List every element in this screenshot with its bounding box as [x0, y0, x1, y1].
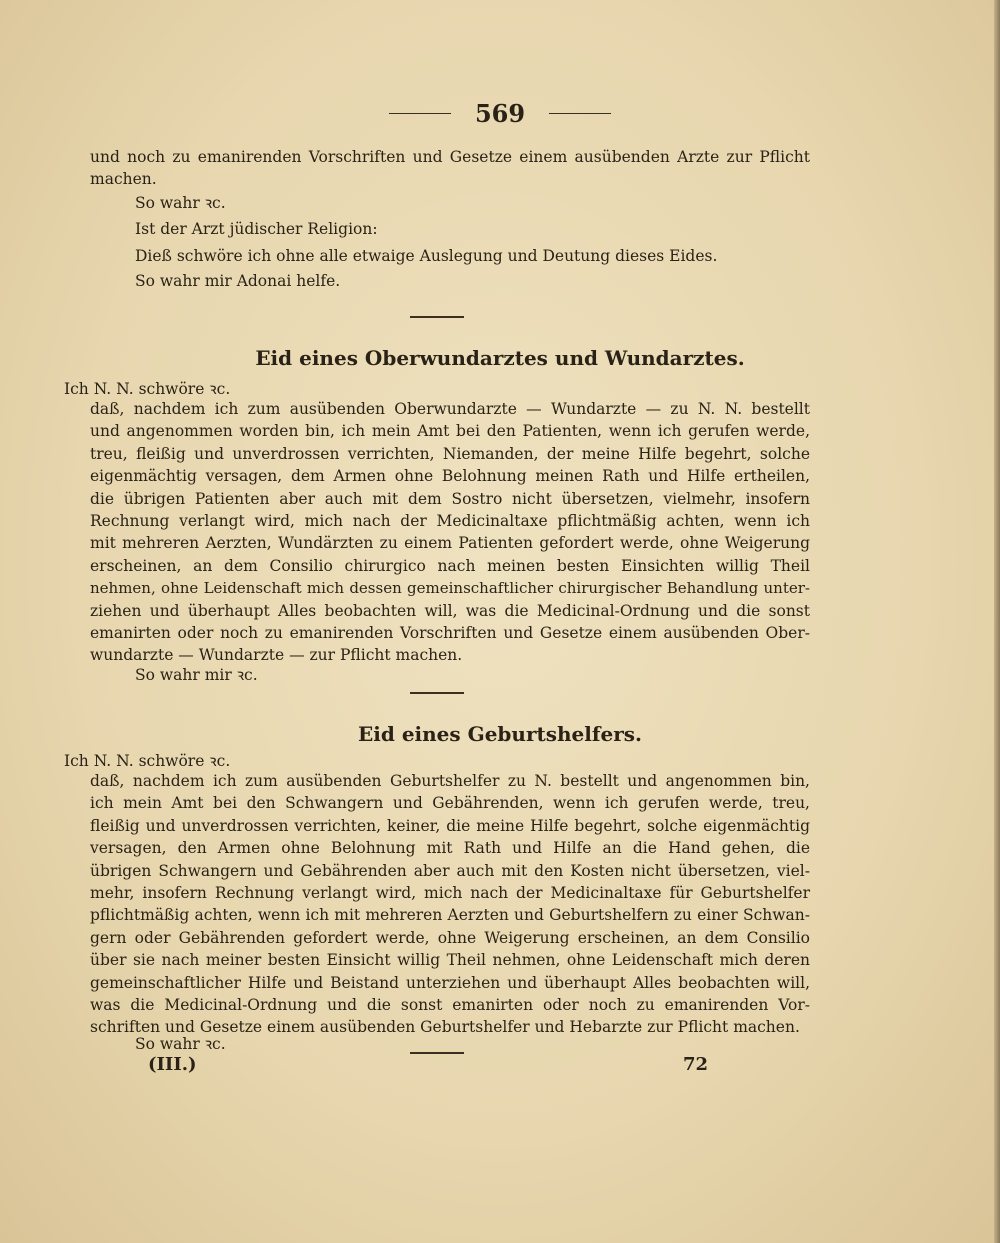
page-header — [300, 96, 700, 130]
text-line: über sie nach meiner besten Einsicht willig Theil nehmen, ohne Leidenschaft mich deren — [90, 951, 810, 970]
text-line: die übrigen Patienten aber auch mit dem Sostro nicht übersetzen, vielmehr, insofern — [90, 489, 810, 508]
oath-body-geburtshelfer — [90, 770, 810, 1039]
text-line: Rechnung verlangt wird, mich nach der Medicinaltaxe pflichtmäßig achten, wenn ich — [90, 512, 810, 531]
text-line: erscheinen, an dem Consilio chirurgico nach meinen besten Einsichten willig Theil — [90, 556, 810, 575]
so-wahr-line: So wahr ꝛc. — [135, 194, 226, 212]
page-number: 569 — [474, 98, 526, 128]
text-line: übrigen Schwangern und Gebährenden aber auch mit den Kosten nicht übersetzen, viel- — [90, 861, 810, 880]
section-separator — [410, 316, 464, 318]
intro-paragraph — [90, 146, 810, 191]
so-wahr-line: So wahr mir ꝛc. — [135, 666, 258, 684]
oath-body-oberwundarzt — [90, 398, 810, 667]
page-edge-shadow — [994, 0, 1000, 1243]
jewish-oath-closing: So wahr mir Adonai helfe. — [135, 272, 341, 290]
jewish-religion-heading: Ist der Arzt jüdischer Religion: — [135, 220, 378, 238]
sheet-number: 72 — [682, 1054, 708, 1075]
text-line: und angenommen worden bin, ich mein Amt bei den Patienten, wenn ich gerufen werde, — [90, 422, 810, 441]
text-line: mehr, insofern Rechnung verlangt wird, mich nach der Medicinaltaxe für Geburtshelfer — [90, 884, 810, 903]
so-wahr-line: So wahr ꝛc. — [135, 1035, 226, 1053]
oath-opening: Ich N. N. schwöre ꝛc. — [64, 752, 231, 770]
section-title-geburtshelfer: Eid eines Geburtshelfers. — [358, 722, 642, 746]
text-line: treu, fleißig und unverdrossen verrichten, Niemanden, der meine Hilfe begehrt, solche — [90, 444, 810, 463]
signature-mark: (III.) — [148, 1054, 197, 1075]
text-line: versagen, den Armen ohne Belohnung mit Rath und Hilfe an die Hand gehen, die — [90, 839, 810, 858]
text-line: und noch zu emanirenden Vorschriften und Gesetze einem ausübenden Arzte zur Pflicht — [90, 148, 810, 166]
text-line: emanirten oder noch zu emanirenden Vorschriften und Gesetze einem ausübenden Ober- — [90, 624, 810, 643]
text-line: fleißig und unverdrossen verrichten, keiner, die meine Hilfe begehrt, solche eigenmächtig — [90, 816, 810, 835]
page-footer — [148, 1054, 708, 1084]
section-separator — [410, 692, 464, 694]
jewish-oath-line: Dieß schwöre ich ohne alle etwaige Auslegung und Deutung dieses Eides. — [135, 247, 718, 265]
text-line: schriften und Gesetze einem ausübenden Geburtshelfer und Hebarzte zur Pflicht machen. — [90, 1018, 800, 1037]
header-rule-left — [389, 113, 451, 114]
text-line: pflichtmäßig achten, wenn ich mit mehreren Aerzten und Geburtshelfern zu einer Schwan- — [90, 906, 810, 925]
text-line: ich mein Amt bei den Schwangern und Gebährenden, wenn ich gerufen werde, treu, — [90, 794, 810, 813]
text-line: machen. — [90, 170, 157, 189]
text-line: wundarzte — Wundarzte — zur Pflicht machen. — [90, 646, 463, 665]
text-line: was die Medicinal-Ordnung und die sonst emanirten oder noch zu emanirenden Vor- — [90, 996, 810, 1015]
text-line: nehmen, ohne Leidenschaft mich dessen gemeinschaftlicher chirurgischer Behandlung unter- — [90, 579, 810, 598]
text-line: ziehen und überhaupt Alles beobachten will, was die Medicinal-Ordnung und die sonst — [90, 601, 810, 620]
text-line: gemeinschaftlicher Hilfe und Beistand unterziehen und überhaupt Alles beobachten will, — [90, 973, 810, 992]
section-title-oberwundarzt: Eid eines Oberwundarztes und Wundarztes. — [255, 346, 745, 370]
text-line: daß, nachdem ich zum ausübenden Oberwundarzte — Wundarzte — zu N. N. bestellt — [90, 400, 810, 418]
text-line: gern oder Gebährenden gefordert werde, ohne Weigerung erscheinen, an dem Consilio — [90, 928, 810, 947]
header-rule-right — [549, 113, 611, 114]
text-line: eigenmächtig versagen, dem Armen ohne Belohnung meinen Rath und Hilfe ertheilen, — [90, 467, 810, 486]
text-line: daß, nachdem ich zum ausübenden Geburtshelfer zu N. bestellt und angenommen bin, — [90, 772, 810, 790]
text-line: mit mehreren Aerzten, Wundärzten zu einem Patienten gefordert werde, ohne Weigerung — [90, 534, 810, 553]
oath-opening: Ich N. N. schwöre ꝛc. — [64, 380, 231, 398]
